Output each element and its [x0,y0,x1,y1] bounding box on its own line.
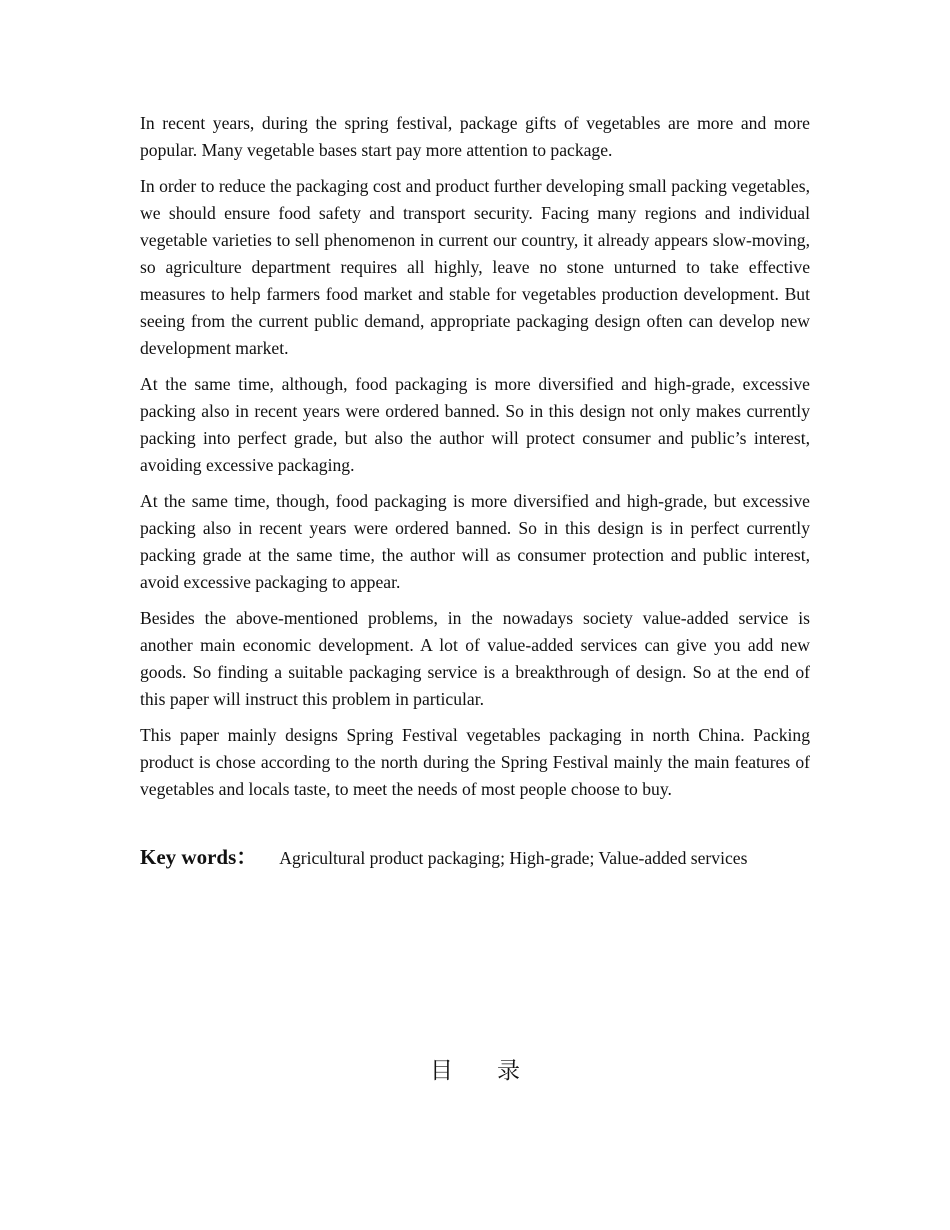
toc-heading-char: 目 [430,1058,453,1084]
toc-heading-char: 录 [497,1058,520,1084]
abstract-paragraph: This paper mainly designs Spring Festival vegetables packaging in north China. Packing product is chose according to the north during the Spring Festival mainly the main features of vegetables and locals taste, to meet the needs of most people choose to buy. [140,725,810,799]
abstract-paragraph: At the same time, although, food packaging is more diversified and high-grade, excessive packing also in recent years were ordered banned. So in this design not only makes currently packing into perfect grade, but also the author will protect consumer and public’s interest, avoiding excessive packaging. [140,374,810,475]
keywords-label: Key words： [140,845,258,869]
abstract-paragraph: At the same time, though, food packaging is more diversified and high-grade, but excessive packing also in recent years were ordered banned. So in this design is in perfect currently packing grade at the same time, the author will as consumer protection and public interest, avoid excessive packaging to appear. [140,491,810,592]
abstract-paragraph: In order to reduce the packaging cost and product further developing small packing vegetables, we should ensure food safety and transport security. Facing many regions and individual vegetable varieties to sell phenomenon in current our country, it already appears slow-moving, so agriculture department requires all highly, leave no stone unturned to take effective measures to help farmers food market and stable for vegetables production development. But seeing from the current public demand, appropriate packaging design often can develop new development market. [140,176,810,358]
table-of-contents-heading [0,1052,950,1085]
abstract-paragraph: Besides the above-mentioned problems, in the nowadays society value-added service is another main economic development. A lot of value-added services can give you add new goods. So finding a suitable packaging service is a breakthrough of design. So at the end of this paper will instruct this problem in particular. [140,608,810,709]
abstract-paragraph: In recent years, during the spring festival, package gifts of vegetables are more and more popular. Many vegetable bases start pay more attention to package. [140,113,810,160]
keywords-text: Agricultural product packaging; High-grade; Value-added services [279,848,748,868]
keywords-line [140,841,840,871]
abstract-body [140,110,810,812]
